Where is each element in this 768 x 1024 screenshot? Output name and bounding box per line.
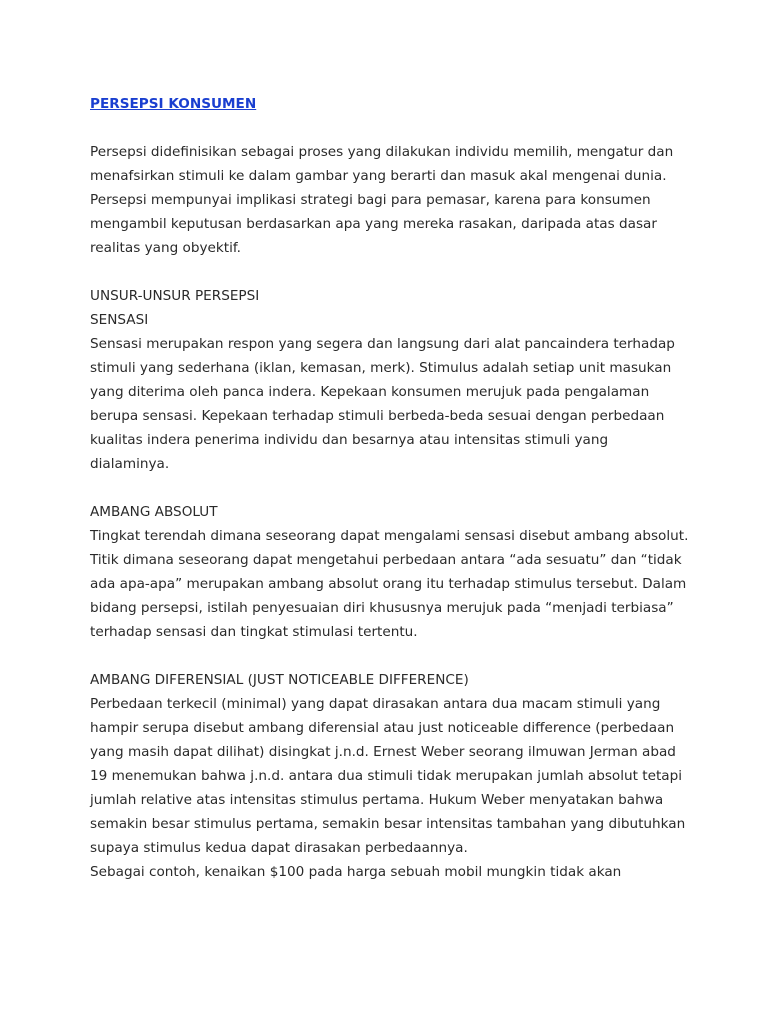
absolut-paragraph: Tingkat terendah dimana seseorang dapat mengalami sensasi disebut ambang absolut. Titik dimana seseorang dapat mengetahui perbedaan antara “ada sesuatu” dan “tidak ada apa-apa” merupakan ambang absolut orang itu terhadap stimulus tersebut. Dalam bidang persepsi, istilah penyesuaian diri khususnya merujuk pada “menjadi terbiasa” terhadap sensasi dan tingkat stimulasi tertentu. (90, 528, 689, 640)
spacer (90, 260, 690, 284)
spacer (90, 116, 690, 140)
diferensial-paragraph: Perbedaan terkecil (minimal) yang dapat dirasakan antara dua macam stimuli yang hampir serupa disebut ambang diferensial atau just noticeable difference (perbedaan yang masih dapat dilihat) disingkat j.n.d. Ernest Weber seorang ilmuwan Jerman abad 19 menemukan bahwa j.n.d. antara dua stimuli tidak merupakan jumlah absolut tetapi jumlah relative atas intensitas stimulus pertama. Hukum Weber menyatakan bahwa semakin besar stimulus pertama, semakin besar intensitas tambahan yang dibutuhkan supaya stimulus kedua dapat dirasakan perbedaannya. (90, 696, 686, 856)
spacer (90, 644, 690, 668)
sensasi-paragraph: Sensasi merupakan respon yang segera dan langsung dari alat pancaindera terhadap stimuli yang sederhana (iklan, kemasan, merk). Stimulus adalah setiap unit masukan yang diterima oleh panca indera. Kepekaan konsumen merujuk pada pengalaman berupa sensasi. Kepekaan terhadap stimuli berbeda-beda sesuai dengan perbedaan kualitas indera penerima individu dan besarnya atau intensitas stimuli yang dialaminya. (90, 336, 675, 472)
section-heading-diferensial: AMBANG DIFERENSIAL (JUST NOTICEABLE DIFFERENCE) (90, 672, 469, 688)
section-heading-unsur: UNSUR-UNSUR PERSEPSI (90, 288, 260, 304)
section-heading-absolut: AMBANG ABSOLUT (90, 504, 218, 520)
intro-paragraph: Persepsi didefinisikan sebagai proses yang dilakukan individu memilih, mengatur dan menafsirkan stimuli ke dalam gambar yang berarti dan masuk akal mengenai dunia. Persepsi mempunyai implikasi strategi bagi para pemasar, karena para konsumen mengambil keputusan berdasarkan apa yang mereka rasakan, daripada atas dasar realitas yang obyektif. (90, 144, 674, 256)
subheading-sensasi: SENSASI (90, 312, 149, 328)
example-paragraph: Sebagai contoh, kenaikan $100 pada harga sebuah mobil mungkin tidak akan (90, 864, 622, 880)
spacer (90, 476, 690, 500)
document-title-link[interactable]: PERSEPSI KONSUMEN (90, 96, 257, 112)
document-body (90, 92, 690, 884)
